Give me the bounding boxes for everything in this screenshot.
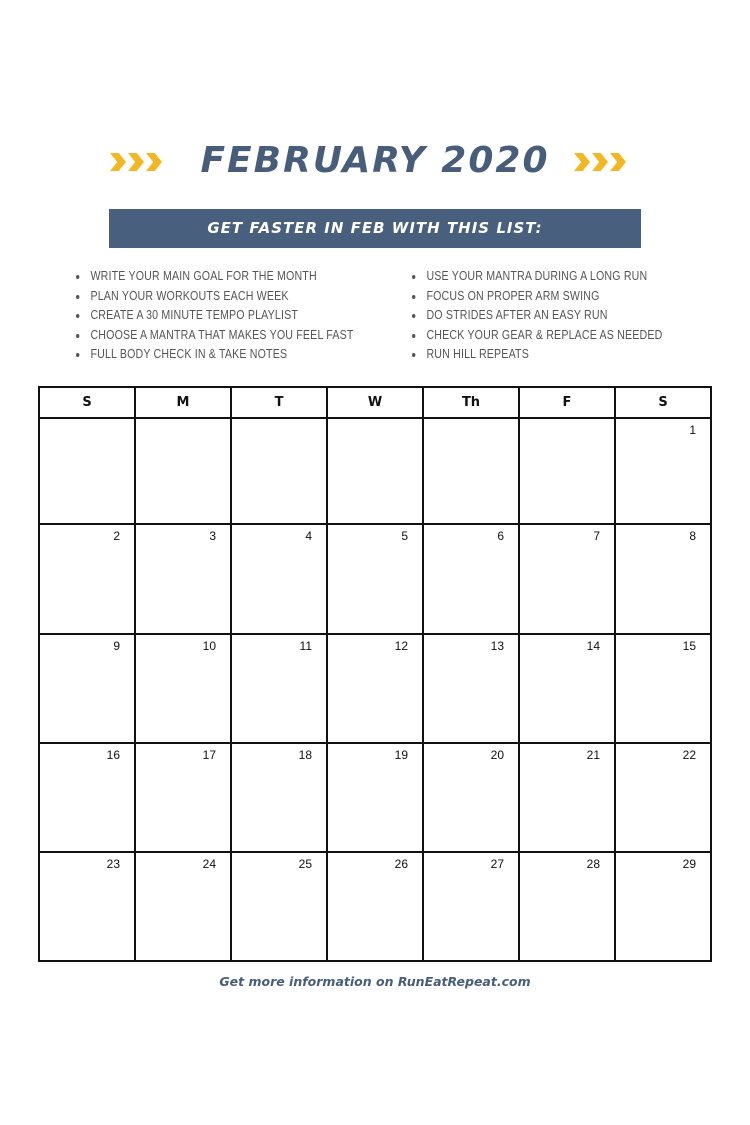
day-cell[interactable] bbox=[135, 524, 231, 634]
day-cell[interactable] bbox=[423, 743, 519, 852]
day-cell[interactable] bbox=[135, 418, 231, 524]
day-cell[interactable] bbox=[615, 418, 711, 524]
day-number: 6 bbox=[497, 529, 504, 543]
day-cell[interactable] bbox=[327, 743, 423, 852]
day-cell[interactable] bbox=[135, 852, 231, 961]
day-cell[interactable] bbox=[519, 634, 615, 743]
day-number: 25 bbox=[298, 857, 312, 871]
day-number: 3 bbox=[209, 529, 216, 543]
day-number: 20 bbox=[490, 748, 504, 762]
day-cell[interactable] bbox=[39, 418, 135, 524]
list-item: PLAN YOUR WORKOUTS EACH WEEK bbox=[76, 287, 353, 307]
day-number: 18 bbox=[298, 748, 312, 762]
day-cell[interactable] bbox=[423, 852, 519, 961]
day-number bbox=[408, 426, 422, 430]
list-item: USE YOUR MANTRA DURING A LONG RUN bbox=[412, 267, 662, 287]
weekday-label: S bbox=[615, 387, 711, 418]
weekday-label: S bbox=[39, 387, 135, 418]
day-number: 27 bbox=[490, 857, 504, 871]
day-cell[interactable] bbox=[231, 524, 327, 634]
day-number bbox=[600, 426, 614, 430]
day-number: 21 bbox=[586, 748, 600, 762]
day-cell[interactable] bbox=[615, 852, 711, 961]
day-number: 26 bbox=[394, 857, 408, 871]
day-cell[interactable] bbox=[327, 524, 423, 634]
week-row bbox=[39, 418, 711, 524]
week-row bbox=[39, 524, 711, 634]
day-number: 8 bbox=[689, 529, 696, 543]
day-number: 4 bbox=[305, 529, 312, 543]
day-number: 22 bbox=[682, 748, 696, 762]
day-number: 24 bbox=[202, 857, 216, 871]
day-cell[interactable] bbox=[231, 743, 327, 852]
day-cell[interactable] bbox=[135, 743, 231, 852]
list-banner: GET FASTER IN FEB WITH THIS LIST: bbox=[109, 209, 641, 248]
list-item: FOCUS ON PROPER ARM SWING bbox=[412, 287, 662, 307]
week-row bbox=[39, 852, 711, 961]
day-cell[interactable] bbox=[231, 418, 327, 524]
day-cell[interactable] bbox=[231, 634, 327, 743]
day-cell[interactable] bbox=[519, 743, 615, 852]
tips-list-right bbox=[412, 267, 707, 365]
chevrons-right-icon bbox=[574, 153, 626, 171]
weekday-label: M bbox=[135, 387, 231, 418]
day-number bbox=[120, 426, 134, 430]
day-cell[interactable] bbox=[519, 852, 615, 961]
list-item: RUN HILL REPEATS bbox=[412, 345, 662, 365]
list-item: CHOOSE A MANTRA THAT MAKES YOU FEEL FAST bbox=[76, 326, 353, 346]
day-cell[interactable] bbox=[327, 852, 423, 961]
tips-list-left bbox=[76, 267, 402, 365]
day-cell[interactable] bbox=[39, 634, 135, 743]
day-number: 11 bbox=[299, 639, 312, 653]
day-number bbox=[504, 426, 518, 430]
day-cell[interactable] bbox=[423, 418, 519, 524]
day-cell[interactable] bbox=[327, 418, 423, 524]
day-cell[interactable] bbox=[423, 524, 519, 634]
day-number: 15 bbox=[682, 639, 696, 653]
weekday-label: T bbox=[231, 387, 327, 418]
day-cell[interactable] bbox=[327, 634, 423, 743]
day-cell[interactable] bbox=[231, 852, 327, 961]
weekday-label: F bbox=[519, 387, 615, 418]
day-cell[interactable] bbox=[519, 418, 615, 524]
day-number: 9 bbox=[113, 639, 120, 653]
day-number: 13 bbox=[490, 639, 504, 653]
page-title: FEBRUARY 2020 bbox=[200, 140, 550, 181]
day-number: 7 bbox=[593, 529, 600, 543]
day-number bbox=[312, 426, 326, 430]
day-number: 12 bbox=[394, 639, 408, 653]
day-number: 14 bbox=[586, 639, 600, 653]
list-item: CREATE A 30 MINUTE TEMPO PLAYLIST bbox=[76, 306, 353, 326]
week-row bbox=[39, 634, 711, 743]
day-cell[interactable] bbox=[39, 852, 135, 961]
calendar-grid bbox=[38, 386, 712, 962]
day-number: 19 bbox=[394, 748, 408, 762]
day-cell[interactable] bbox=[615, 634, 711, 743]
day-cell[interactable] bbox=[615, 743, 711, 852]
day-number: 1 bbox=[689, 423, 696, 437]
day-cell[interactable] bbox=[135, 634, 231, 743]
day-cell[interactable] bbox=[39, 743, 135, 852]
weekday-header bbox=[39, 387, 711, 418]
day-cell[interactable] bbox=[39, 524, 135, 634]
day-number: 2 bbox=[113, 529, 120, 543]
list-item: CHECK YOUR GEAR & REPLACE AS NEEDED bbox=[412, 326, 662, 346]
day-cell[interactable] bbox=[519, 524, 615, 634]
day-number: 10 bbox=[202, 639, 216, 653]
footer-link[interactable]: Get more information on RunEatRepeat.com bbox=[219, 974, 531, 989]
day-number: 5 bbox=[401, 529, 408, 543]
weekday-label: W bbox=[327, 387, 423, 418]
day-cell[interactable] bbox=[615, 524, 711, 634]
day-number: 23 bbox=[106, 857, 120, 871]
day-number: 17 bbox=[202, 748, 216, 762]
day-number: 29 bbox=[682, 857, 696, 871]
list-item: DO STRIDES AFTER AN EASY RUN bbox=[412, 306, 662, 326]
day-number bbox=[216, 426, 230, 430]
weekday-label: Th bbox=[423, 387, 519, 418]
week-row bbox=[39, 743, 711, 852]
day-cell[interactable] bbox=[423, 634, 519, 743]
day-number: 28 bbox=[586, 857, 600, 871]
list-item: WRITE YOUR MAIN GOAL FOR THE MONTH bbox=[76, 267, 353, 287]
day-number: 16 bbox=[106, 748, 120, 762]
list-item: FULL BODY CHECK IN & TAKE NOTES bbox=[76, 345, 353, 365]
